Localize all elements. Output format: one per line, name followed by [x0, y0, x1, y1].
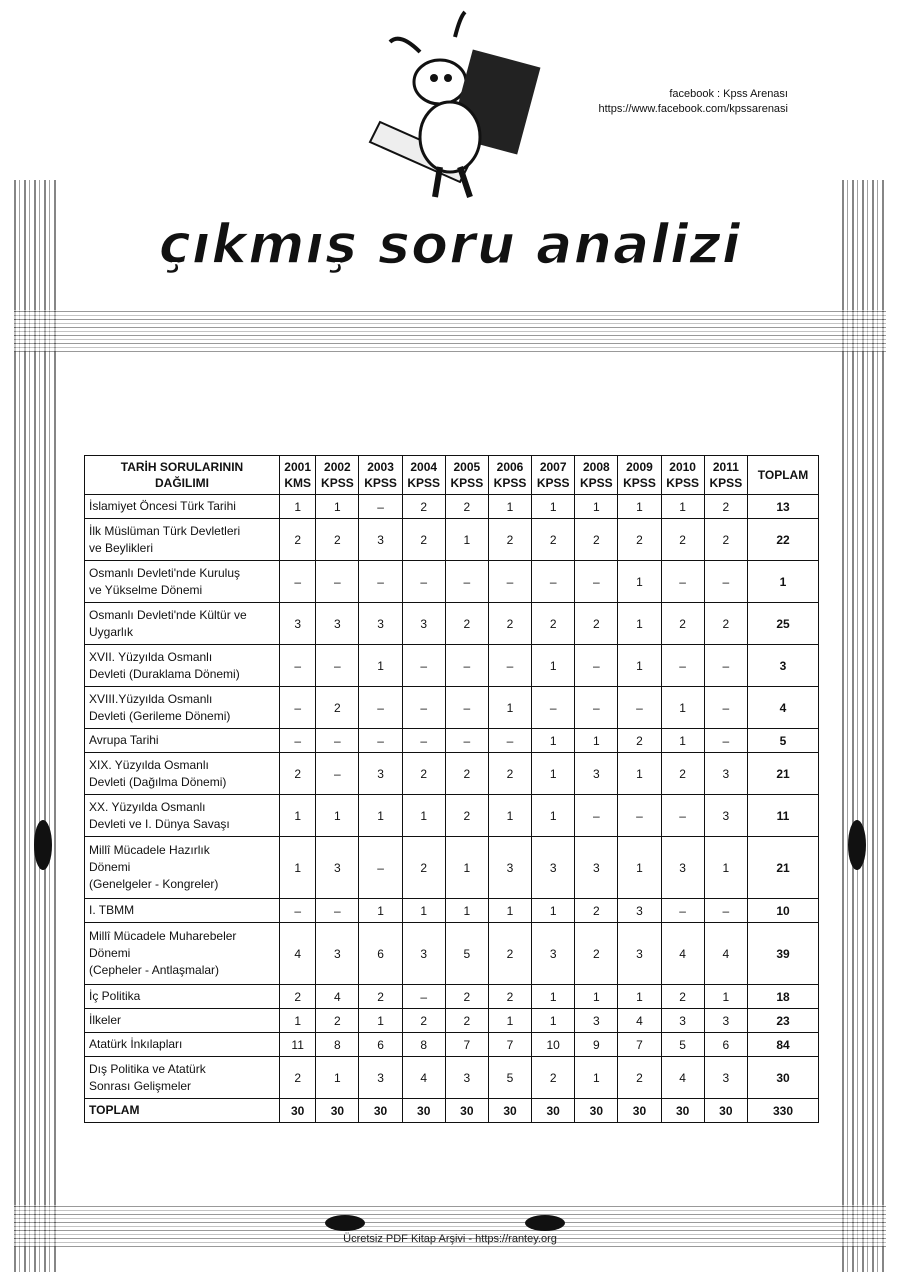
row-total: 3 — [748, 645, 819, 687]
row-value: 1 — [359, 1009, 402, 1033]
row-value: 3 — [704, 795, 747, 837]
header-exam: KPSS — [493, 476, 527, 490]
table-row — [85, 795, 819, 837]
row-value: 2 — [316, 687, 359, 729]
row-topic: Osmanlı Devleti'nde Kuruluş ve Yükselme Dönemi — [85, 561, 280, 603]
row-value: – — [280, 729, 316, 753]
row-value: – — [445, 687, 488, 729]
row-value: 1 — [280, 795, 316, 837]
row-value: 10 — [532, 1033, 575, 1057]
header-year: 2001 — [284, 460, 311, 474]
row-value: 1 — [661, 729, 704, 753]
wood-knot-right — [848, 820, 866, 870]
row-value: – — [445, 561, 488, 603]
row-value: – — [359, 495, 402, 519]
table-row — [85, 519, 819, 561]
sum-value: 30 — [359, 1099, 402, 1123]
row-value: 3 — [532, 837, 575, 899]
row-value: 2 — [488, 985, 531, 1009]
row-value: 1 — [618, 837, 661, 899]
row-value: 3 — [359, 1057, 402, 1099]
table-row — [85, 753, 819, 795]
row-value: 1 — [445, 837, 488, 899]
row-value: 1 — [280, 495, 316, 519]
row-value: – — [316, 753, 359, 795]
row-value: 6 — [359, 1033, 402, 1057]
row-value: 3 — [704, 753, 747, 795]
header-exam: KPSS — [407, 476, 441, 490]
header-year-2009 — [618, 456, 661, 495]
row-value: 11 — [280, 1033, 316, 1057]
sum-value: 30 — [488, 1099, 531, 1123]
row-value: 2 — [280, 985, 316, 1009]
row-value: 2 — [316, 519, 359, 561]
row-value: – — [316, 729, 359, 753]
row-total: 1 — [748, 561, 819, 603]
row-value: – — [402, 645, 445, 687]
row-value: 5 — [488, 1057, 531, 1099]
row-value: 2 — [532, 519, 575, 561]
row-value: – — [661, 899, 704, 923]
table-row — [85, 1057, 819, 1099]
table-row — [85, 687, 819, 729]
row-value: – — [661, 561, 704, 603]
row-total: 23 — [748, 1009, 819, 1033]
row-value: 3 — [532, 923, 575, 985]
row-value: 2 — [704, 519, 747, 561]
row-value: 4 — [661, 1057, 704, 1099]
row-topic: Millî Mücadele Hazırlık Dönemi (Genelgeler - Kongreler) — [85, 837, 280, 899]
row-value: 1 — [316, 795, 359, 837]
header-year: 2011 — [712, 460, 739, 474]
row-total: 4 — [748, 687, 819, 729]
row-value: 2 — [445, 603, 488, 645]
row-value: – — [280, 687, 316, 729]
row-value: 1 — [280, 837, 316, 899]
header-exam: KPSS — [666, 476, 699, 490]
row-value: 2 — [661, 603, 704, 645]
header-year: 2004 — [410, 460, 438, 474]
row-value: 1 — [618, 495, 661, 519]
row-value: 2 — [402, 519, 445, 561]
row-value: 2 — [402, 753, 445, 795]
row-value: 7 — [445, 1033, 488, 1057]
row-value: 1 — [532, 1009, 575, 1033]
table-row — [85, 923, 819, 985]
row-value: – — [359, 561, 402, 603]
row-value: 3 — [704, 1009, 747, 1033]
row-value: 3 — [280, 603, 316, 645]
row-value: 2 — [316, 1009, 359, 1033]
row-value: 2 — [618, 1057, 661, 1099]
row-value: 3 — [316, 923, 359, 985]
row-value: 1 — [488, 687, 531, 729]
row-value: 1 — [618, 985, 661, 1009]
row-value: 3 — [618, 899, 661, 923]
row-value: – — [532, 687, 575, 729]
row-value: 3 — [359, 753, 402, 795]
row-value: 4 — [661, 923, 704, 985]
row-total: 13 — [748, 495, 819, 519]
row-value: 1 — [359, 899, 402, 923]
row-value: 4 — [316, 985, 359, 1009]
row-value: 1 — [532, 495, 575, 519]
row-value: 2 — [280, 519, 316, 561]
row-value: 1 — [575, 495, 618, 519]
row-topic: Millî Mücadele Muharebeler Dönemi (Cepheler - Antlaşmalar) — [85, 923, 280, 985]
row-topic: XIX. Yüzyılda Osmanlı Devleti (Dağılma Dönemi) — [85, 753, 280, 795]
header-year: 2010 — [669, 460, 696, 474]
row-value: 1 — [532, 753, 575, 795]
header-year-2011 — [704, 456, 747, 495]
wood-knot-bottom-2 — [525, 1215, 565, 1231]
mascot-illustration — [360, 12, 560, 202]
row-value: 2 — [575, 603, 618, 645]
row-topic: İç Politika — [85, 985, 280, 1009]
table-row — [85, 1033, 819, 1057]
row-value: – — [661, 645, 704, 687]
row-value: 1 — [316, 495, 359, 519]
header-year-2002 — [316, 456, 359, 495]
row-value: 1 — [532, 729, 575, 753]
row-total: 18 — [748, 985, 819, 1009]
row-value: 1 — [402, 795, 445, 837]
row-value: – — [532, 561, 575, 603]
row-total: 21 — [748, 837, 819, 899]
row-value: – — [280, 561, 316, 603]
header-exam: KMS — [284, 476, 311, 490]
row-total: 10 — [748, 899, 819, 923]
row-value: 1 — [359, 795, 402, 837]
row-value: 3 — [575, 753, 618, 795]
row-value: – — [280, 645, 316, 687]
row-value: – — [488, 729, 531, 753]
header-year-2008 — [575, 456, 618, 495]
row-value: 3 — [575, 837, 618, 899]
question-distribution-table — [84, 455, 819, 1123]
row-value: – — [359, 729, 402, 753]
row-total: 22 — [748, 519, 819, 561]
row-value: – — [704, 729, 747, 753]
row-total: 84 — [748, 1033, 819, 1057]
table-sum-row — [85, 1099, 819, 1123]
sum-value: 30 — [445, 1099, 488, 1123]
row-total: 21 — [748, 753, 819, 795]
sum-total: 330 — [748, 1099, 819, 1123]
header-exam: KPSS — [364, 476, 397, 490]
table-header-row — [85, 456, 819, 495]
row-total: 5 — [748, 729, 819, 753]
header-exam: KPSS — [709, 476, 743, 490]
row-value: 2 — [661, 753, 704, 795]
row-value: 4 — [280, 923, 316, 985]
row-total: 30 — [748, 1057, 819, 1099]
table-row — [85, 729, 819, 753]
row-value: – — [704, 899, 747, 923]
row-value: – — [316, 645, 359, 687]
row-value: – — [704, 687, 747, 729]
row-value: 1 — [661, 495, 704, 519]
row-value: 2 — [445, 1009, 488, 1033]
row-value: 1 — [488, 795, 531, 837]
sum-label: TOPLAM — [85, 1099, 280, 1123]
row-value: 1 — [488, 1009, 531, 1033]
row-value: 2 — [575, 923, 618, 985]
row-value: 1 — [704, 837, 747, 899]
row-value: 8 — [316, 1033, 359, 1057]
row-value: 4 — [402, 1057, 445, 1099]
table-row — [85, 837, 819, 899]
row-value: – — [402, 729, 445, 753]
header-year-2005 — [445, 456, 488, 495]
row-value: 1 — [618, 561, 661, 603]
row-total: 11 — [748, 795, 819, 837]
row-value: 1 — [532, 899, 575, 923]
row-value: 1 — [618, 645, 661, 687]
row-value: – — [316, 561, 359, 603]
row-value: 1 — [488, 495, 531, 519]
row-value: – — [402, 985, 445, 1009]
row-value: 1 — [618, 753, 661, 795]
row-value: 2 — [402, 837, 445, 899]
sum-value: 30 — [575, 1099, 618, 1123]
row-value: 2 — [445, 495, 488, 519]
row-value: 2 — [618, 519, 661, 561]
row-value: 6 — [704, 1033, 747, 1057]
row-topic: XVII. Yüzyılda Osmanlı Devleti (Duraklama Dönemi) — [85, 645, 280, 687]
row-topic: İlkeler — [85, 1009, 280, 1033]
row-value: – — [488, 645, 531, 687]
row-value: 6 — [359, 923, 402, 985]
row-value: – — [359, 687, 402, 729]
header-year-2006 — [488, 456, 531, 495]
header-exam: KPSS — [536, 476, 570, 490]
row-value: 2 — [618, 729, 661, 753]
row-value: 2 — [402, 1009, 445, 1033]
table-row — [85, 603, 819, 645]
sum-value: 30 — [661, 1099, 704, 1123]
footer-note: Ücretsiz PDF Kitap Arşivi - https://rantey.org — [343, 1233, 557, 1245]
header-year: 2009 — [626, 460, 653, 474]
sum-value: 30 — [280, 1099, 316, 1123]
header-year: 2002 — [324, 460, 351, 474]
row-topic: İlk Müslüman Türk Devletleri ve Beylikleri — [85, 519, 280, 561]
header-year-2003 — [359, 456, 402, 495]
row-topic: XVIII.Yüzyılda Osmanlı Devleti (Gerileme Dönemi) — [85, 687, 280, 729]
row-value: 9 — [575, 1033, 618, 1057]
sum-value: 30 — [402, 1099, 445, 1123]
row-value: 1 — [532, 645, 575, 687]
row-value: – — [704, 645, 747, 687]
header-exam: KPSS — [623, 476, 656, 490]
row-value: 3 — [316, 603, 359, 645]
row-value: 2 — [575, 519, 618, 561]
row-value: 1 — [280, 1009, 316, 1033]
row-value: – — [445, 729, 488, 753]
header-year-2010 — [661, 456, 704, 495]
sum-value: 30 — [618, 1099, 661, 1123]
row-value: 2 — [445, 753, 488, 795]
row-value: – — [280, 899, 316, 923]
header-exam: KPSS — [450, 476, 484, 490]
row-value: 1 — [316, 1057, 359, 1099]
row-topic: Dış Politika ve Atatürk Sonrası Gelişmeler — [85, 1057, 280, 1099]
row-value: 1 — [445, 899, 488, 923]
row-value: 3 — [316, 837, 359, 899]
row-value: 2 — [280, 753, 316, 795]
facebook-url: https://www.facebook.com/kpssarenasi — [598, 103, 788, 115]
row-value: – — [575, 561, 618, 603]
header-total: TOPLAM — [748, 456, 819, 495]
row-value: 1 — [704, 985, 747, 1009]
row-value: 2 — [488, 519, 531, 561]
row-value: – — [575, 687, 618, 729]
row-value: – — [402, 561, 445, 603]
row-value: – — [618, 795, 661, 837]
header-year: 2003 — [367, 460, 394, 474]
row-value: 1 — [575, 1057, 618, 1099]
facebook-line: facebook : Kpss Arenası — [669, 88, 788, 100]
wood-knot-bottom-1 — [325, 1215, 365, 1231]
row-value: – — [445, 645, 488, 687]
row-value: 1 — [488, 899, 531, 923]
row-value: – — [618, 687, 661, 729]
header-year-2001 — [280, 456, 316, 495]
row-value: 2 — [532, 1057, 575, 1099]
row-value: 2 — [575, 899, 618, 923]
row-value: 2 — [532, 603, 575, 645]
header-year: 2007 — [539, 460, 567, 474]
page-logo — [158, 205, 742, 285]
row-value: 8 — [402, 1033, 445, 1057]
table-row — [85, 899, 819, 923]
row-value: 3 — [359, 603, 402, 645]
header-year: 2008 — [582, 460, 610, 474]
row-value: 3 — [402, 923, 445, 985]
row-topic: Atatürk İnkılapları — [85, 1033, 280, 1057]
row-topic: XX. Yüzyılda Osmanlı Devleti ve I. Dünya Savaşı — [85, 795, 280, 837]
row-value: 2 — [445, 795, 488, 837]
row-value: 4 — [704, 923, 747, 985]
sum-value: 30 — [704, 1099, 747, 1123]
row-value: 5 — [445, 923, 488, 985]
table-row — [85, 985, 819, 1009]
row-value: 2 — [359, 985, 402, 1009]
header-topic: TARİH SORULARININ DAĞILIMI — [85, 456, 280, 495]
table-row — [85, 1009, 819, 1033]
row-value: 2 — [661, 519, 704, 561]
row-value: – — [316, 899, 359, 923]
row-value: 2 — [402, 495, 445, 519]
wood-plank-top — [14, 310, 886, 352]
row-value: 4 — [618, 1009, 661, 1033]
row-value: 3 — [661, 837, 704, 899]
header-year-2007 — [532, 456, 575, 495]
row-value: – — [575, 645, 618, 687]
row-value: 2 — [488, 923, 531, 985]
facebook-credit — [548, 87, 788, 117]
logo-text: çıkmış soru analizi — [158, 213, 742, 276]
table-row — [85, 495, 819, 519]
row-value: 2 — [488, 753, 531, 795]
row-total: 39 — [748, 923, 819, 985]
wood-knot-left — [34, 820, 52, 870]
row-value: – — [488, 561, 531, 603]
row-value: – — [575, 795, 618, 837]
row-value: 3 — [445, 1057, 488, 1099]
row-value: 1 — [532, 985, 575, 1009]
table-row — [85, 561, 819, 603]
row-value: 3 — [488, 837, 531, 899]
row-value: 3 — [704, 1057, 747, 1099]
row-topic: Osmanlı Devleti'nde Kültür ve Uygarlık — [85, 603, 280, 645]
row-value: 3 — [661, 1009, 704, 1033]
row-value: 3 — [575, 1009, 618, 1033]
row-value: 1 — [618, 603, 661, 645]
row-value: 7 — [488, 1033, 531, 1057]
header-exam: KPSS — [579, 476, 613, 490]
row-value: 2 — [445, 985, 488, 1009]
row-topic: I. TBMM — [85, 899, 280, 923]
table-row — [85, 645, 819, 687]
row-value: 3 — [402, 603, 445, 645]
row-value: 1 — [445, 519, 488, 561]
row-value: 1 — [661, 687, 704, 729]
header-year: 2005 — [453, 460, 481, 474]
row-value: 3 — [359, 519, 402, 561]
row-value: 1 — [575, 729, 618, 753]
header-year-2004 — [402, 456, 445, 495]
sum-value: 30 — [532, 1099, 575, 1123]
sum-value: 30 — [316, 1099, 359, 1123]
row-value: 5 — [661, 1033, 704, 1057]
row-total: 25 — [748, 603, 819, 645]
header-exam: KPSS — [321, 476, 354, 490]
row-value: 1 — [402, 899, 445, 923]
row-value: 2 — [661, 985, 704, 1009]
row-topic: Avrupa Tarihi — [85, 729, 280, 753]
row-value: – — [359, 837, 402, 899]
row-value: 2 — [488, 603, 531, 645]
row-value: 2 — [704, 603, 747, 645]
row-value: 2 — [280, 1057, 316, 1099]
row-value: 7 — [618, 1033, 661, 1057]
row-topic: İslamiyet Öncesi Türk Tarihi — [85, 495, 280, 519]
row-value: – — [402, 687, 445, 729]
row-value: – — [661, 795, 704, 837]
row-value: 1 — [359, 645, 402, 687]
table-body — [85, 495, 819, 1123]
header-year: 2006 — [496, 460, 524, 474]
row-value: 2 — [704, 495, 747, 519]
row-value: 1 — [532, 795, 575, 837]
row-value: – — [704, 561, 747, 603]
row-value: 1 — [575, 985, 618, 1009]
row-value: 3 — [618, 923, 661, 985]
